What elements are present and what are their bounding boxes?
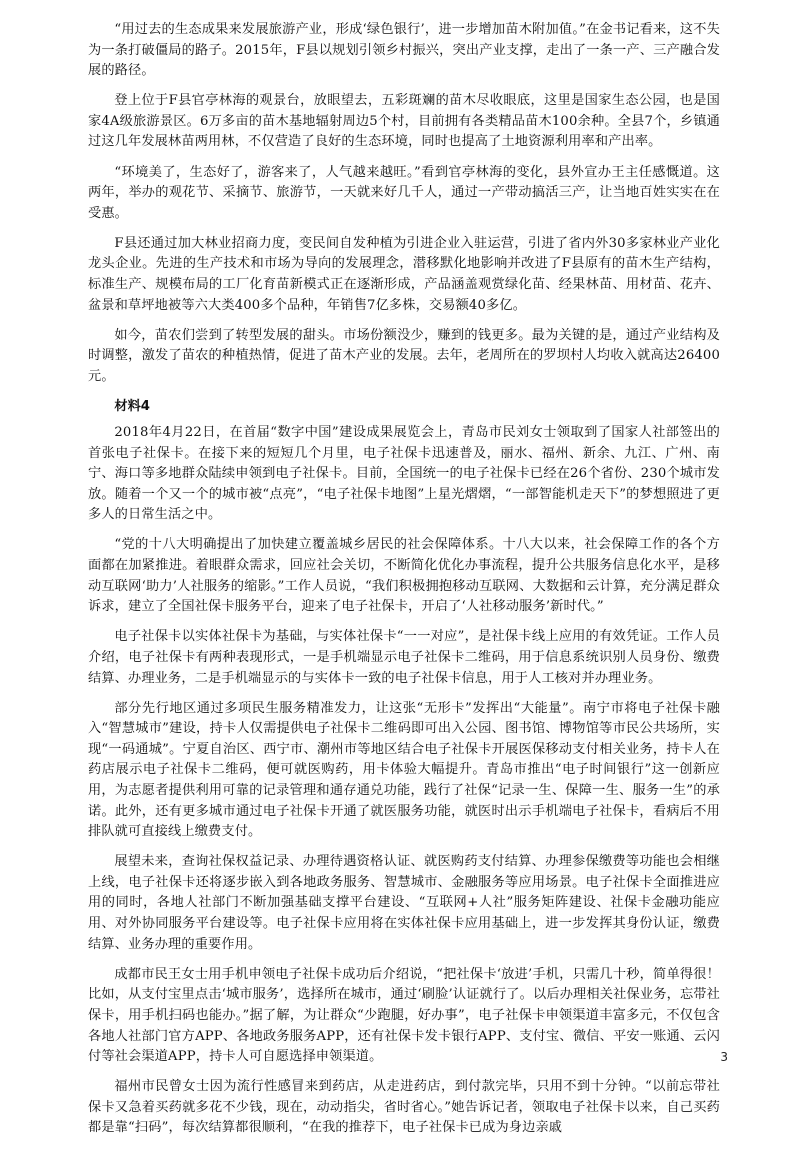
paragraph: F县还通过加大林业招商力度，变民间自发种植为引进企业入驻运营，引进了省内外30多家林业产业化龙头企业。先进的生产技术和市场为导向的发展理念，潜移默化地影响并改进了F县原有的苗木生产结构，标准生产、规模布局的工厂化育苗新模式正在逐渐形成，产品涵盖观赏绿化苗、经果林苗、用材苗、花卉、盆景和草坪地被等六大类400多个品种，年销售7亿多株，交易额40多亿。 [88, 235, 720, 313]
paragraph: 福州市民曾女士因为流行性感冒来到药店，从走进药店，到付款完毕，只用不到十分钟。“以前忘带社保卡又急着买药就多花不少钱，现在，动动指尖，省时省心。”她告诉记者，领取电子社保卡以来，自己买药都是靠“扫码”，每次结算都很顺利，“在我的推荐下，电子社保卡已成为身边亲戚 [88, 1079, 720, 1136]
section-heading: 材料4 [114, 399, 150, 414]
paragraph: 如今，苗农们尝到了转型发展的甜头。市场份额没少，赚到的钱更多。最为关键的是，通过产业结构及时调整，激发了苗农的种植热情，促进了苗木产业的发展。去年，老周所在的罗坝村人均收入就高达26400元。 [88, 327, 720, 384]
paragraph: 成都市民王女士用手机申领电子社保卡成功后介绍说，“把社保卡‘放进’手机，只需几十秒，简单得很！比如，从支付宝里点击‘城市服务’，选择所在城市，通过‘刷脸’认证就行了。以后办理相关社保业务，忘带社保卡，用手机扫码也能办。”据了解，为让群众“少跑腿，好办事”，电子社保卡申领渠道丰富多元，不仅包含各地人社部门官方APP、各地政务服务APP，还有社保卡发卡银行APP、支付宝、微信、平安一账通、云闪付等社会渠道APP，持卡人可自愿选择申领渠道。 [88, 966, 720, 1065]
paragraph: 登上位于F县官亭林海的观景台，放眼望去，五彩斑斓的苗木尽收眼底，这里是国家生态公园，也是国家4A级旅游景区。6万多亩的苗木基地辐射周边5个村，目前拥有各类精品苗木100余种。全县7个，乡镇通过这几年发展林苗两用林，不仅营造了良好的生态环境，同时也提高了土地资源利用率和产出率。 [88, 93, 720, 150]
paragraph: “党的十八大明确提出了加快建立覆盖城乡居民的社会保障体系。十八大以来，社会保障工作的各个方面都在加紧推进。着眼群众需求，回应社会关切，不断简化优化办事流程，提升公共服务信息化水平，是移动互联网‘助力’人社服务的缩影。”工作人员说，“我们积极拥抱移动互联网、大数据和云计算，充分满足群众诉求，建立了全国社保卡服务平台，迎来了电子社保卡，开启了‘人社移动服务’新时代。” [88, 537, 720, 615]
page-number: 3 [720, 1050, 728, 1064]
paragraph: 电子社保卡以实体社保卡为基础，与实体社保卡“一一对应”，是社保卡线上应用的有效凭证。工作人员介绍，电子社保卡有两种表现形式，一是手机端显示电子社保卡二维码，用于信息系统识别人员身份、缴费结算、办理业务，二是手机端显示的与实体卡一致的电子社保卡信息，用于人工核对并办理业务。 [88, 629, 720, 686]
paragraph: 部分先行地区通过多项民生服务精准发力，让这张“无形卡”发挥出“大能量”。南宁市将电子社保卡融入“智慧城市”建设，持卡人仅需提供电子社保卡二维码即可出入公园、图书馆、博物馆等市民公共场所，实现“一码通城”。宁夏自治区、西宁市、潮州市等地区结合电子社保卡开展医保移动支付相关业务，持卡人在药店展示电子社保卡二维码，便可就医购药，用卡体验大幅提升。青岛市推出“电子时间银行”这一创新应用，为志愿者提供利用可靠的记录管理和通存通兑功能，践行了社保“记录一生、保障一生、服务一生”的承诺。此外，还有更多城市通过电子社保卡开通了就医服务功能，就医时出示手机端电子社保卡，看病后不用排队就可直接线上缴费支付。 [88, 700, 720, 840]
paragraph: 2018年4月22日，在首届“数字中国”建设成果展览会上，青岛市民刘女士领取到了国家人社部签出的首张电子社保卡。在接下来的短短几个月里，电子社保卡迅速普及，丽水、福州、新余、九江、广州、南宁、海口等多地群众陆续申领到电子社保卡。目前，全国统一的电子社保卡已经在26个省份、230个城市发放。随着一个又一个的城市被“点亮”，“电子社保卡地图”上星光熠熠，“一部智能机走天下”的梦想照进了更多人的日常生活之中。 [88, 425, 720, 523]
document-page [88, 20, 720, 1149]
paragraph: “用过去的生态成果来发展旅游产业，形成‘绿色银行’，进一步增加苗木附加值。”在金书记看来，这不失为一条打破僵局的路子。2015年，F县以规划引领乡村振兴，突出产业支撑，走出了一条一产、三产融合发展的路径。 [88, 22, 720, 79]
paragraph: “环境美了，生态好了，游客来了，人气越来越旺。”看到官亭林海的变化，县外宣办王主任感慨道。这两年，举办的观花节、采摘节、旅游节，一天就来好几千人，通过一产带动搞活三产，让当地百姓实实在在受惠。 [88, 164, 720, 221]
paragraph: 展望未来，查询社保权益记录、办理待遇资格认证、就医购药支付结算、办理参保缴费等功能也会相继上线，电子社保卡还将逐步嵌入到各地政务服务、智慧城市、金融服务等应用场景。电子社保卡全面推进应用的同时，各地人社部门不断加强基础支撑平台建设、“互联网+人社”服务矩阵建设、社保卡金融功能应用、对外协同服务平台建设等。电子社保卡应用将在实体社保卡应用基础上，进一步发挥其身份认证，缴费结算、业务办理的重要作用。 [88, 854, 720, 952]
